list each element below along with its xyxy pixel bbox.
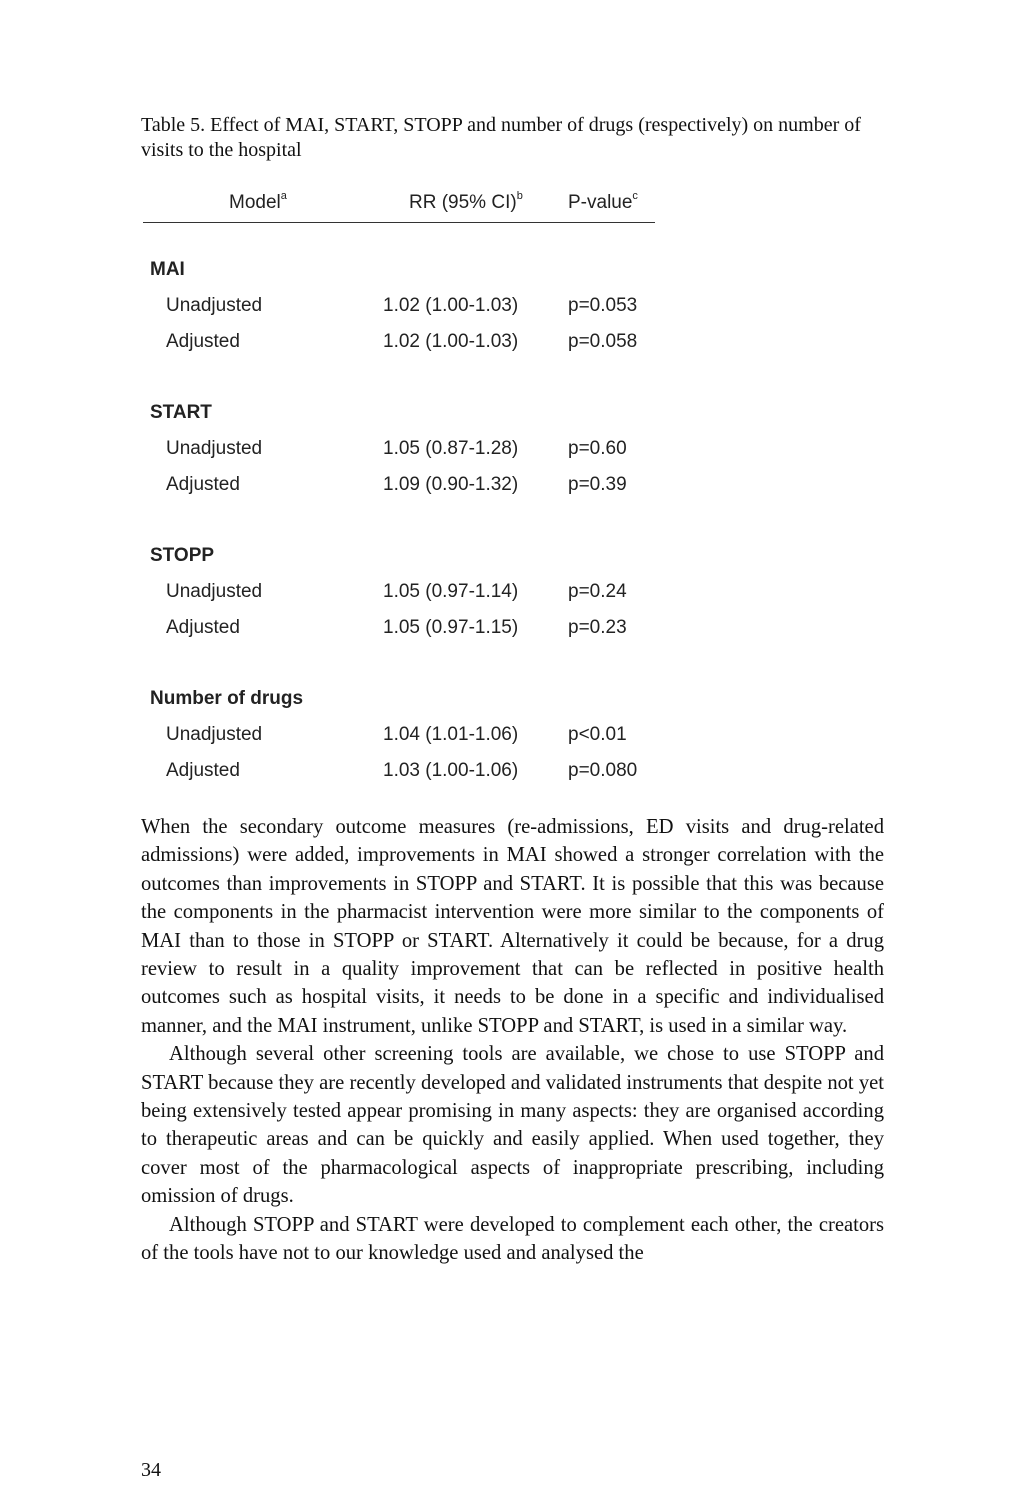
group-number-of-drugs <box>143 688 655 831</box>
header-model <box>229 192 287 214</box>
row-label: Unadjusted <box>166 581 263 602</box>
header-p-footnote: c <box>632 190 638 202</box>
row-label: Adjusted <box>166 331 240 352</box>
table-row <box>143 438 655 462</box>
group-start <box>143 402 655 545</box>
row-p-value: p=0.080 <box>568 760 638 781</box>
row-label: Unadjusted <box>166 295 263 316</box>
paragraph: When the secondary outcome measures (re-admissions, ED visits and drug-related admissions) were added, improvements in MAI showed a stronger correlation with the outcomes than improvements in STOPP and START. It is possible that this was because the components in the pharmacist intervention were more similar to the components of MAI than to those in STOPP or START. Alternatively it could be because, for a drug review to result in a quality improvement that can be reflected in positive health outcomes such as hospital visits, it needs to be done in a specific and individualised manner, and the MAI instrument, unlike STOPP and START, is used in a similar way. <box>141 816 884 1037</box>
row-p-value: p<0.01 <box>568 724 627 745</box>
group-mai <box>143 259 655 402</box>
row-label: Unadjusted <box>166 438 263 459</box>
row-rr: 1.05 (0.97-1.14) <box>383 581 519 602</box>
table-body <box>143 223 655 831</box>
paragraph: Although several other screening tools are available, we chose to use STOPP and START because they are recently developed and validated instruments that despite not yet being extensively tested appear promising in many aspects: they are organised according to therapeutic areas and can be quickly and easily applied. When used together, they cover most of the pharmacological aspects of inappropriate prescribing, including omission of drugs. <box>141 1043 884 1208</box>
header-rr <box>409 192 523 214</box>
group-title: STOPP <box>150 545 215 566</box>
paragraph: Although STOPP and START were developed to complement each other, the creators of the tools have not to our knowledge used and analysed the <box>141 1213 884 1265</box>
row-p-value: p=0.23 <box>568 617 627 638</box>
table-row <box>143 724 655 748</box>
row-rr: 1.03 (1.00-1.06) <box>383 760 519 781</box>
header-rr-footnote: b <box>516 190 523 202</box>
group-stopp <box>143 545 655 688</box>
table-row <box>143 617 655 641</box>
row-rr: 1.04 (1.01-1.06) <box>383 724 519 745</box>
row-label: Adjusted <box>166 760 240 781</box>
row-rr: 1.05 (0.97-1.15) <box>383 617 519 638</box>
row-p-value: p=0.053 <box>568 295 638 316</box>
table-header <box>143 186 655 223</box>
table-row <box>143 760 655 784</box>
group-title: Number of drugs <box>150 688 304 709</box>
table-caption: Table 5. Effect of MAI, START, STOPP and number of drugs (respectively) on number of visits to the hospital <box>141 114 861 161</box>
results-table <box>143 186 655 831</box>
group-title: MAI <box>150 259 185 280</box>
page-number: 34 <box>141 1459 161 1481</box>
table-row <box>143 295 655 319</box>
row-label: Unadjusted <box>166 724 263 745</box>
row-p-value: p=0.39 <box>568 474 627 495</box>
table-row <box>143 331 655 355</box>
table-row <box>143 474 655 498</box>
header-model-label: Model <box>229 192 281 213</box>
row-p-value: p=0.24 <box>568 581 627 602</box>
table-row <box>143 581 655 605</box>
row-p-value: p=0.058 <box>568 331 638 352</box>
header-model-footnote: a <box>280 190 287 202</box>
header-p-value <box>568 192 638 214</box>
body-text <box>141 813 884 1268</box>
group-title: START <box>150 402 212 423</box>
header-rr-label: RR (95% CI) <box>409 192 517 213</box>
row-rr: 1.02 (1.00-1.03) <box>383 295 519 316</box>
row-label: Adjusted <box>166 474 240 495</box>
row-rr: 1.05 (0.87-1.28) <box>383 438 519 459</box>
row-p-value: p=0.60 <box>568 438 627 459</box>
row-label: Adjusted <box>166 617 240 638</box>
row-rr: 1.09 (0.90-1.32) <box>383 474 519 495</box>
row-rr: 1.02 (1.00-1.03) <box>383 331 519 352</box>
header-p-label: P-value <box>568 192 633 213</box>
